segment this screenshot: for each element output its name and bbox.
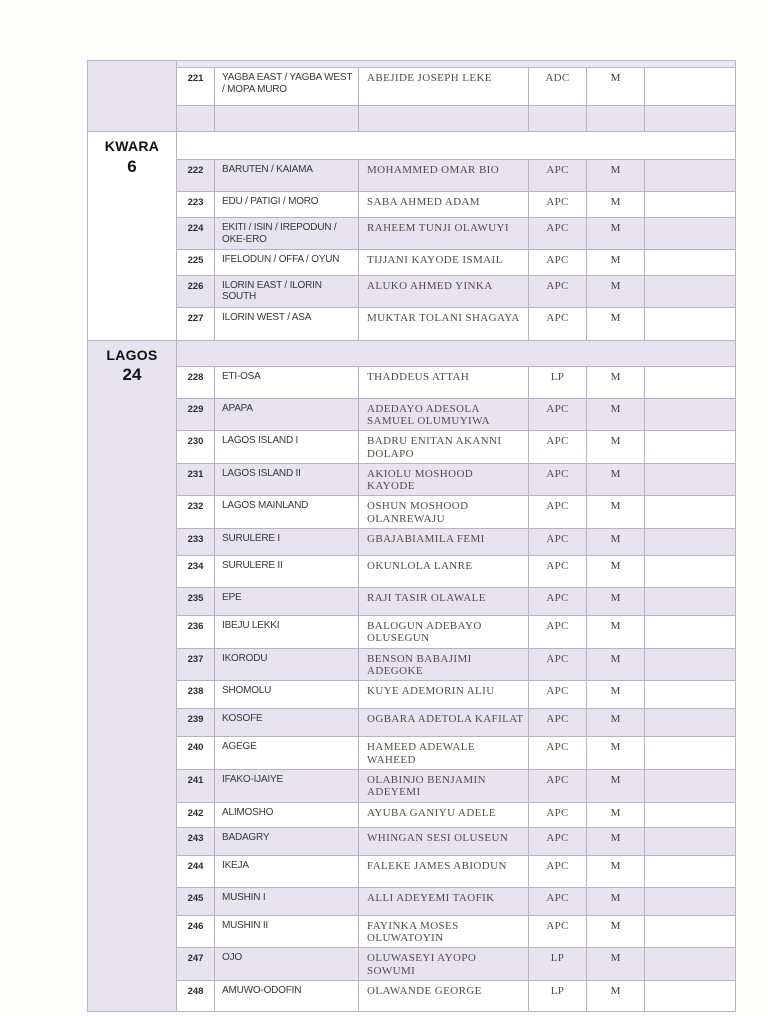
party-cell: APC [529, 828, 587, 855]
gender-cell: M [587, 828, 645, 855]
table-row [177, 887, 735, 915]
serial-number-cell: 240 [177, 737, 215, 769]
party-cell: ADC [529, 68, 587, 105]
candidate-name-cell: RAHEEM TUNJI OLAWUYI [359, 218, 529, 249]
party-cell: APC [529, 649, 587, 681]
gender-cell: M [587, 770, 645, 802]
constituency-cell: IKEJA [215, 856, 359, 887]
remark-cell [645, 529, 735, 555]
remark-cell [645, 681, 735, 708]
candidate-name-cell: FALEKE JAMES ABIODUN [359, 856, 529, 887]
gender-cell: M [587, 192, 645, 217]
serial-number-cell: 226 [177, 276, 215, 307]
remark-cell [645, 464, 735, 496]
remark-cell [645, 737, 735, 769]
remark-cell [645, 556, 735, 587]
gender-cell [587, 106, 645, 131]
candidate-name-cell: GBAJABIAMILA FEMI [359, 529, 529, 555]
table-row [177, 191, 735, 217]
candidate-name-cell: THADDEUS ATTAH [359, 367, 529, 398]
remark-cell [645, 948, 735, 980]
remark-cell [645, 68, 735, 105]
constituency-cell: LAGOS ISLAND II [215, 464, 359, 496]
gender-cell: M [587, 681, 645, 708]
candidate-name-cell [359, 106, 529, 131]
gender-cell: M [587, 556, 645, 587]
candidate-name-cell: SABA AHMED ADAM [359, 192, 529, 217]
serial-number-cell: 231 [177, 464, 215, 496]
serial-number-cell: 227 [177, 308, 215, 340]
gender-cell: M [587, 367, 645, 398]
candidate-name-cell: FAYINKA MOSES OLUWATOYIN [359, 916, 529, 948]
candidate-name-cell: OSHUN MOSHOOD OLANREWAJU [359, 496, 529, 528]
candidate-name-cell: OGBARA ADETOLA KAFILAT [359, 709, 529, 736]
gender-cell: M [587, 399, 645, 431]
table-row [177, 159, 735, 191]
state-seat-count: 6 [127, 156, 137, 176]
party-cell: APC [529, 218, 587, 249]
table-row [177, 648, 735, 681]
table-row [177, 366, 735, 398]
serial-number-cell: 224 [177, 218, 215, 249]
party-cell: APC [529, 496, 587, 528]
constituency-cell: AMUWO-ODOFIN [215, 981, 359, 1011]
gender-cell: M [587, 981, 645, 1011]
party-cell: APC [529, 616, 587, 648]
party-cell: APC [529, 709, 587, 736]
remark-cell [645, 308, 735, 340]
candidate-name-cell: OLAWANDE GEORGE [359, 981, 529, 1011]
candidate-name-cell: OLUWASEYI AYOPO SOWUMI [359, 948, 529, 980]
table-row [177, 915, 735, 948]
candidate-name-cell: AKIOLU MOSHOOD KAYODE [359, 464, 529, 496]
constituency-cell: SURULERE II [215, 556, 359, 587]
table-row [177, 430, 735, 463]
party-cell: APC [529, 888, 587, 915]
gender-cell: M [587, 160, 645, 191]
candidate-name-cell: OKUNLOLA LANRE [359, 556, 529, 587]
serial-number-cell: 228 [177, 367, 215, 398]
remark-cell [645, 856, 735, 887]
candidate-name-cell: RAJI TASIR OLAWALE [359, 588, 529, 615]
serial-number-cell: 223 [177, 192, 215, 217]
remark-cell [645, 431, 735, 463]
gender-cell: M [587, 856, 645, 887]
serial-number-cell: 241 [177, 770, 215, 802]
candidate-name-cell: WHINGAN SESI OLUSEUN [359, 828, 529, 855]
party-cell: APC [529, 399, 587, 431]
table-row [177, 947, 735, 980]
serial-number-cell: 242 [177, 803, 215, 827]
party-cell: APC [529, 250, 587, 275]
party-cell: APC [529, 556, 587, 587]
constituency-cell: EDU / PATIGI / MORO [215, 192, 359, 217]
constituency-cell: SHOMOLU [215, 681, 359, 708]
serial-number-cell: 238 [177, 681, 215, 708]
remark-cell [645, 160, 735, 191]
gender-cell: M [587, 464, 645, 496]
table-row [177, 528, 735, 555]
party-cell: APC [529, 276, 587, 307]
remark-cell [645, 770, 735, 802]
constituency-cell: ILORIN WEST / ASA [215, 308, 359, 340]
party-cell: APC [529, 737, 587, 769]
serial-number-cell: 222 [177, 160, 215, 191]
constituency-cell: IBEJU LEKKI [215, 616, 359, 648]
candidate-name-cell: OLABINJO BENJAMIN ADEYEMI [359, 770, 529, 802]
gender-cell: M [587, 431, 645, 463]
constituency-cell: KOSOFE [215, 709, 359, 736]
remark-cell [645, 496, 735, 528]
gender-cell: M [587, 276, 645, 307]
table-row [177, 105, 735, 131]
serial-number-cell: 245 [177, 888, 215, 915]
gender-cell: M [587, 948, 645, 980]
serial-number-cell: 233 [177, 529, 215, 555]
table-row [177, 463, 735, 496]
party-cell: APC [529, 464, 587, 496]
table-row [177, 249, 735, 275]
gender-cell: M [587, 803, 645, 827]
results-table [87, 60, 736, 1012]
table-row [177, 398, 735, 431]
candidate-name-cell: BALOGUN ADEBAYO OLUSEGUN [359, 616, 529, 648]
table-row [177, 708, 735, 736]
constituency-cell: ILORIN EAST / ILORIN SOUTH [215, 276, 359, 307]
remark-cell [645, 588, 735, 615]
candidate-name-cell: ABEJIDE JOSEPH LEKE [359, 68, 529, 105]
constituency-cell: ALIMOSHO [215, 803, 359, 827]
section-rows [177, 341, 735, 1011]
party-cell: APC [529, 588, 587, 615]
gender-cell: M [587, 218, 645, 249]
section-spacer-row [177, 132, 735, 159]
state-cell [88, 132, 177, 340]
remark-cell [645, 916, 735, 948]
merged-empty-cell [177, 132, 735, 159]
table-row [177, 307, 735, 340]
constituency-cell [215, 106, 359, 131]
party-cell [529, 106, 587, 131]
serial-number-cell: 243 [177, 828, 215, 855]
state-seat-count: 24 [122, 365, 142, 385]
table-row [177, 680, 735, 708]
gender-cell: M [587, 916, 645, 948]
remark-cell [645, 616, 735, 648]
gender-cell: M [587, 888, 645, 915]
remark-cell [645, 106, 735, 131]
gender-cell: M [587, 709, 645, 736]
constituency-cell: APAPA [215, 399, 359, 431]
table-row [177, 555, 735, 587]
gender-cell: M [587, 737, 645, 769]
gender-cell: M [587, 308, 645, 340]
table-row [177, 802, 735, 827]
remark-cell [645, 218, 735, 249]
remark-cell [645, 828, 735, 855]
table-row [177, 769, 735, 802]
party-cell: APC [529, 160, 587, 191]
serial-number-cell: 235 [177, 588, 215, 615]
serial-number-cell: 234 [177, 556, 215, 587]
section-rows [177, 61, 735, 131]
serial-number-cell: 239 [177, 709, 215, 736]
constituency-cell: BADAGRY [215, 828, 359, 855]
table-row [177, 587, 735, 615]
remark-cell [645, 399, 735, 431]
state-section [88, 61, 735, 131]
remark-cell [645, 192, 735, 217]
constituency-cell: YAGBA EAST / YAGBA WEST / MOPA MURO [215, 68, 359, 105]
table-row [177, 615, 735, 648]
candidate-name-cell: BENSON BABAJIMI ADEGOKE [359, 649, 529, 681]
serial-number-cell: 236 [177, 616, 215, 648]
gender-cell: M [587, 588, 645, 615]
table-row [177, 980, 735, 1011]
constituency-cell: AGEGE [215, 737, 359, 769]
candidate-name-cell: MOHAMMED OMAR BIO [359, 160, 529, 191]
gender-cell: M [587, 250, 645, 275]
serial-number-cell: 232 [177, 496, 215, 528]
gender-cell: M [587, 496, 645, 528]
constituency-cell: EKITI / ISIN / IREPODUN / OKE-ERO [215, 218, 359, 249]
party-cell: APC [529, 529, 587, 555]
party-cell: LP [529, 367, 587, 398]
constituency-cell: SURULERE I [215, 529, 359, 555]
gender-cell: M [587, 616, 645, 648]
candidate-name-cell: AYUBA GANIYU ADELE [359, 803, 529, 827]
party-cell: APC [529, 803, 587, 827]
candidate-name-cell: BADRU ENITAN AKANNI DOLAPO [359, 431, 529, 463]
table-row [177, 275, 735, 307]
constituency-cell: ETI-OSA [215, 367, 359, 398]
party-cell: APC [529, 916, 587, 948]
gender-cell: M [587, 529, 645, 555]
merged-empty-cell [177, 341, 735, 366]
party-cell: APC [529, 308, 587, 340]
serial-number-cell [177, 106, 215, 131]
state-name-label: KWARA [104, 138, 160, 154]
candidate-name-cell: TIJJANI KAYODE ISMAIL [359, 250, 529, 275]
table-row [177, 217, 735, 249]
state-name-label: LAGOS [106, 346, 158, 363]
section-spacer-row [177, 341, 735, 366]
constituency-cell: OJO [215, 948, 359, 980]
serial-number-cell: 221 [177, 68, 215, 105]
party-cell: APC [529, 681, 587, 708]
section-rows [177, 132, 735, 340]
candidate-name-cell: HAMEED ADEWALE WAHEED [359, 737, 529, 769]
remark-cell [645, 276, 735, 307]
candidate-name-cell: ALLI ADEYEMI TAOFIK [359, 888, 529, 915]
party-cell: APC [529, 192, 587, 217]
constituency-cell: LAGOS MAINLAND [215, 496, 359, 528]
table-row [177, 495, 735, 528]
serial-number-cell: 237 [177, 649, 215, 681]
constituency-cell: MUSHIN I [215, 888, 359, 915]
state-section [88, 131, 735, 340]
gender-cell: M [587, 68, 645, 105]
serial-number-cell: 248 [177, 981, 215, 1011]
constituency-cell: IFELODUN / OFFA / OYUN [215, 250, 359, 275]
party-cell: LP [529, 948, 587, 980]
party-cell: LP [529, 981, 587, 1011]
serial-number-cell: 230 [177, 431, 215, 463]
party-cell: APC [529, 856, 587, 887]
state-cell [88, 341, 177, 1011]
remark-cell [645, 709, 735, 736]
serial-number-cell: 247 [177, 948, 215, 980]
remark-cell [645, 367, 735, 398]
constituency-cell: LAGOS ISLAND I [215, 431, 359, 463]
table-row [177, 67, 735, 105]
remark-cell [645, 981, 735, 1011]
remark-cell [645, 649, 735, 681]
candidate-name-cell: ADEDAYO ADESOLA SAMUEL OLUMUYIWA [359, 399, 529, 431]
serial-number-cell: 246 [177, 916, 215, 948]
party-cell: APC [529, 431, 587, 463]
remark-cell [645, 888, 735, 915]
serial-number-cell: 225 [177, 250, 215, 275]
constituency-cell: IKORODU [215, 649, 359, 681]
constituency-cell: IFAKO-IJAIYE [215, 770, 359, 802]
constituency-cell: BARUTEN / KAIAMA [215, 160, 359, 191]
remark-cell [645, 250, 735, 275]
gender-cell: M [587, 649, 645, 681]
candidate-name-cell: MUKTAR TOLANI SHAGAYA [359, 308, 529, 340]
table-row [177, 827, 735, 855]
candidate-name-cell: KUYE ADEMORIN ALIU [359, 681, 529, 708]
constituency-cell: EPE [215, 588, 359, 615]
state-cell [88, 61, 177, 131]
table-row [177, 736, 735, 769]
party-cell: APC [529, 770, 587, 802]
serial-number-cell: 229 [177, 399, 215, 431]
constituency-cell: MUSHIN II [215, 916, 359, 948]
state-section [88, 340, 735, 1011]
serial-number-cell: 244 [177, 856, 215, 887]
remark-cell [645, 803, 735, 827]
candidate-name-cell: ALUKO AHMED YINKA [359, 276, 529, 307]
table-row [177, 855, 735, 887]
